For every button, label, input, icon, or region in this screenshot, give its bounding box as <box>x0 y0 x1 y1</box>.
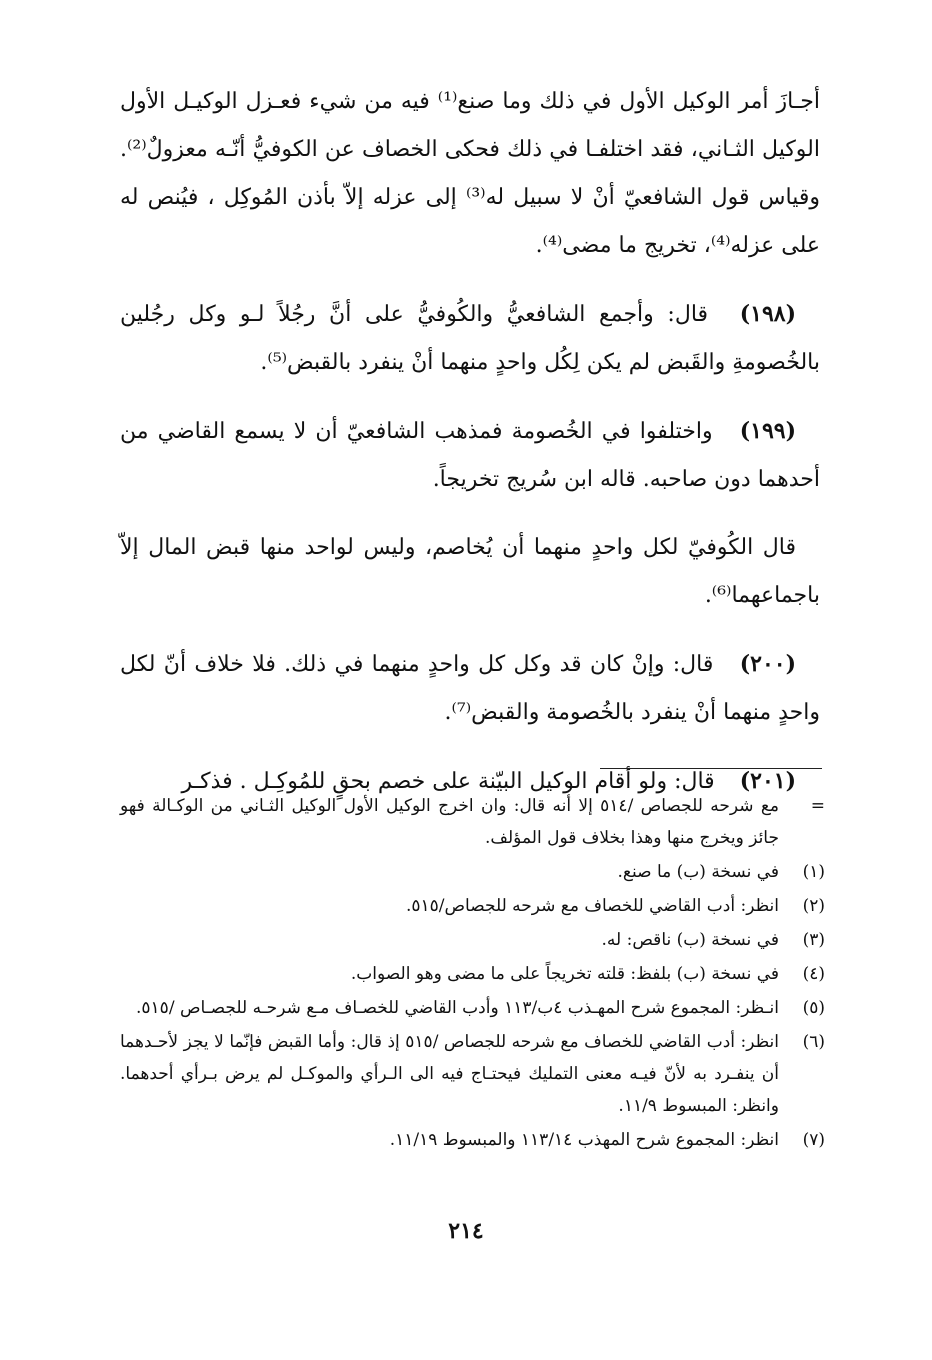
footnote-mark: (٦) <box>802 1032 825 1052</box>
main-text <box>120 78 820 826</box>
paragraph-200 <box>120 640 820 737</box>
footnote-mark: (١) <box>802 862 825 882</box>
footnote-text: في نسخة (ب) ناقص: له. <box>601 930 779 950</box>
paragraph-kufi: قال الكُوفيّ لكل واحدٍ منهما أن يُخاصم، وليس لواحد منها قبض المال إلاّ باجماعهما⁽⁶⁾. <box>120 535 820 608</box>
footnote <box>120 958 825 990</box>
footnote <box>120 856 825 888</box>
section-number: (٢٠٠) <box>739 651 796 677</box>
footnote-mark: (٣) <box>802 930 825 950</box>
footnote-text: في نسخة (ب) بلفظ: قلته تخريجاً على ما مضى وهو الصواب. <box>350 964 779 984</box>
paragraph-198 <box>120 290 820 387</box>
footnote <box>120 992 825 1024</box>
footnote <box>120 924 825 956</box>
footnote <box>120 790 825 854</box>
paragraph-text: قال: ولو أقام الوكيل البيّنة على خصم بحقٍ للمُوكِـل . فذكـر <box>181 769 715 794</box>
paragraph-text: قال: وأجمع الشافعيُّ والكُوفيُّ على أنَّ رجُلاً لـو وكل رجُلين بالخُصومةِ والقَبض لم يكن لِكُل واحدٍ منهما أنْ ينفرد بالقبض⁽⁵⁾. <box>120 302 820 375</box>
footnote-mark: (٥) <box>802 998 825 1018</box>
footnote-divider <box>600 768 822 769</box>
section-number: (٢٠١) <box>739 768 796 794</box>
paragraph-text: قال: وإنْ كان قد وكل كل واحدٍ منهما في ذلك. فلا خلاف أنّ لكل واحدٍ منهما أنْ ينفرد بالخُصومة والقبض⁽⁷⁾. <box>120 652 820 725</box>
footnote <box>120 1124 825 1156</box>
footnote-text: انظر: أدب القاضي للخصاف مع شرحه للجصاص/٥١٥. <box>405 896 779 916</box>
footnote-text: مع شرحه للجصاص /٥١٤ إلا أنه قال: وان اخرج الوكيل الأول الوكيل الثـاني من الوكـالة فهو جائز ويخرج منها وهذا بخلاف قول المؤلف. <box>120 796 779 848</box>
paragraph-1: أجـازَ أمر الوكيل الأول في ذلك وما صنع⁽¹⁾ فيه من شيء فعـزل الوكيـل الأول الوكيل الثـاني، فقد اختلفـا في ذلك فحكى الخصاف عن الكوفيُّ أنّـه معزولٌ⁽²⁾. وقياس قول الشافعيّ أنْ لا سبيل له⁽³⁾ إلى عزله إلاّ بأذن المُوكِل ، فيُنص له على عزله⁽⁴⁾، تخريج ما مضى⁽⁴⁾. <box>120 89 820 258</box>
footnote-mark: (٧) <box>802 1130 825 1150</box>
paragraph-text: واختلفوا في الخُصومة فمذهب الشافعيّ أن لا يسمع القاضي من أحدهما دون صاحبه. قاله ابن سُريج تخريجاً. <box>120 419 820 492</box>
section-number: (١٩٩) <box>739 418 797 444</box>
page-number: ٢١٤ <box>448 1218 484 1244</box>
footnotes <box>120 790 825 1158</box>
footnote <box>120 1026 825 1122</box>
footnote-mark: = <box>810 796 825 816</box>
footnote-text: في نسخة (ب) ما صنع. <box>617 862 779 882</box>
footnote-text: انظر: أدب القاضي للخصاف مع شرحه للجصاص /٥١٥ إذ قال: وأما القبض فإنّما لا يجز لأحـدهما أن ينفـرد به لأنّ فيـه معنى التمليك فيحتـاج فيه الى الـرأي والموكـل لم يرض بـرأي أحدهما. وانظر: المبسوط ١١/٩. <box>120 1032 779 1116</box>
footnote-text: انظر: المجموع شرح المهذب ١١٣/١٤ والمبسوط ١١/١٩. <box>389 1130 779 1150</box>
footnote-mark: (٢) <box>802 896 825 916</box>
footnote-text: انـظر: المجموع شرح المهـذب ٤ب/١١٣ وأدب القاضي للخصـاف مـع شرحـه للجصـاص /٥١٥. <box>136 998 779 1018</box>
paragraph-199 <box>120 407 820 504</box>
section-number: (١٩٨) <box>739 301 796 327</box>
footnote-mark: (٤) <box>802 964 825 984</box>
footnote <box>120 890 825 922</box>
